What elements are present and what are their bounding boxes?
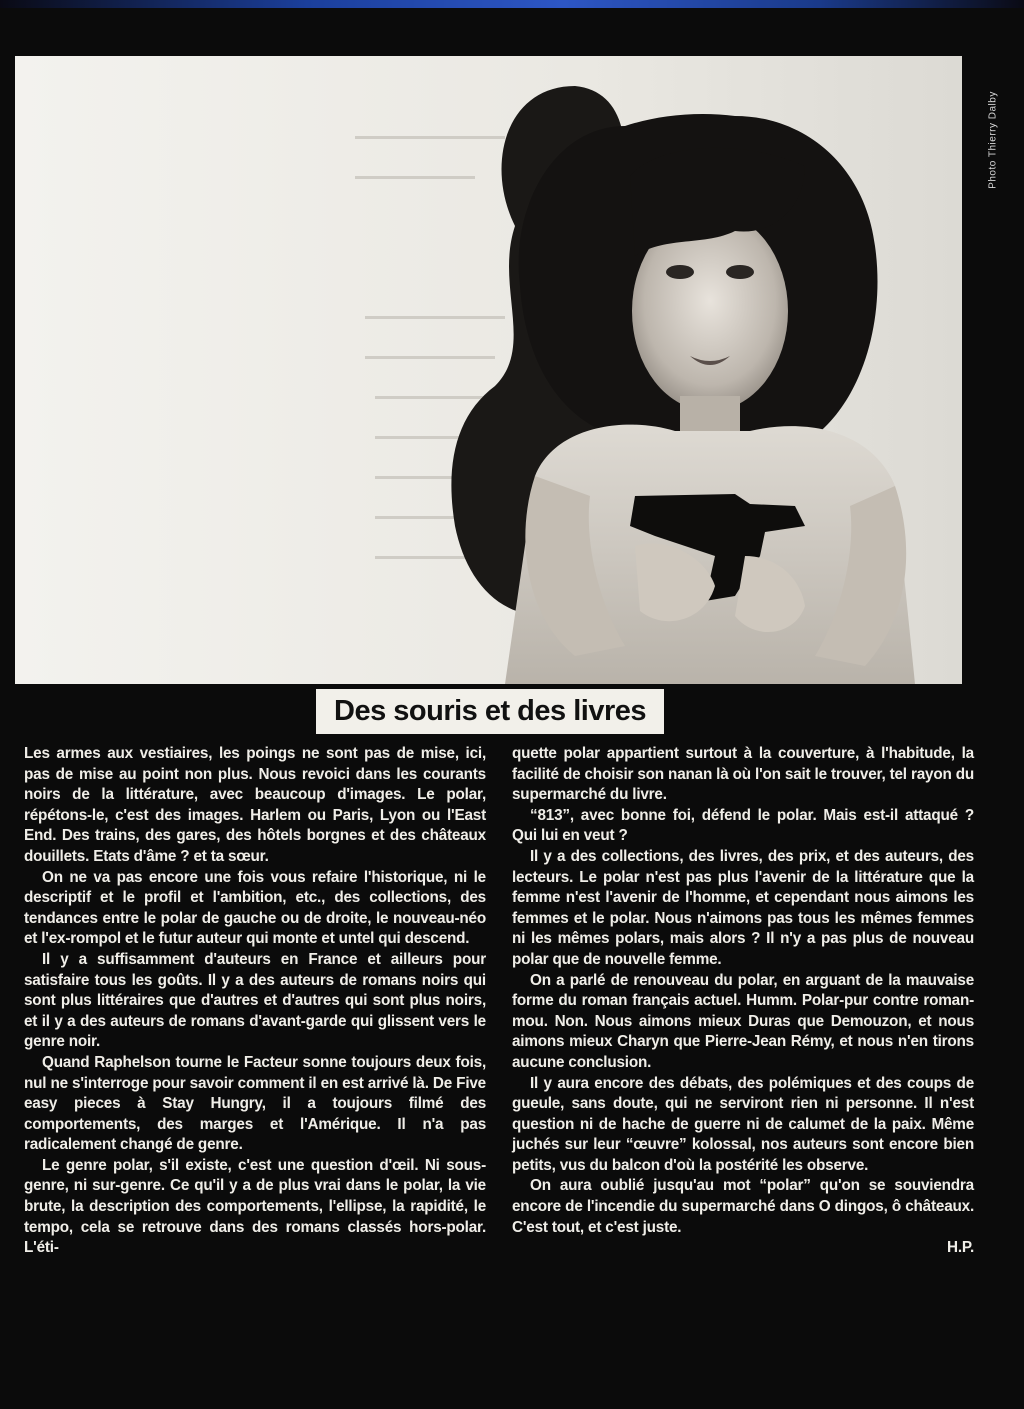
headline-box bbox=[316, 689, 664, 734]
paragraph: Les armes aux vestiaires, les poings ne sont pas de mise, ici, pas de mise au point non plus. Nous revoici dans les courants noirs de la littérature, avec beaucoup d'images. Le polar, répétons-le, c'est des images. Harlem ou Paris, Lyon ou l'East End. Des trains, des gares, des hôtels borgnes et des châteaux douillets. Etats d'âme ? et ta sœur. bbox=[24, 745, 486, 865]
paragraph: On a parlé de renouveau du polar, en arguant de la mauvaise forme du roman français actuel. Humm. Polar-pur contre roman-mou. Non. Nous aimons mieux Duras que Demouzon, et nous aimons mieux Charyn que Pierre-Jean Rémy, et nous n'en tirons aucune conclusion. bbox=[512, 971, 974, 1071]
photo-illustration bbox=[15, 56, 962, 684]
paragraph: Il y aura encore des débats, des polémiques et des coups de gueule, sans doute, qui ne serviront rien ni personne. Il n'est question ni de hache de guerre ni de calumet de la paix. Même juchés sur leur “œuvre” kolossal, nos auteurs sont encore bien petits, vus du balcon d'où la postérité les observe. bbox=[512, 1074, 974, 1174]
photo-credit bbox=[962, 40, 1024, 240]
paragraph: On aura oublié jusqu'au mot “polar” qu'on se souviendra encore de l'incendie du supermarché dans O dingos, ô châteaux. C'est tout, et c'est juste. bbox=[512, 1177, 974, 1236]
article-column-right bbox=[512, 744, 974, 1259]
paragraph: Il y a suffisamment d'auteurs en France et ailleurs pour satisfaire tous les goûts. Il y a des auteurs de romans noirs qui sont plus littéraires que d'autres et d'autres qui sont plus noirs, et il y a des auteurs de romans d'avant-garde qui glissent vers le genre noir. bbox=[24, 950, 486, 1051]
paragraph: Il y a des collections, des livres, des prix, et des auteurs, des lecteurs. Le polar n'est pas plus l'avenir de la littérature que la femme n'est l'avenir de l'homme, et cependant nous aimons les femmes et le polar. Nous n'aimons pas tous les mêmes femmes ni les mêmes polars, mais alors ? Il n'y a pas plus de nouveau polar que de nouvelle femme. bbox=[512, 847, 974, 968]
paragraph: Le genre polar, s'il existe, c'est une question d'œil. Ni sous-genre, ni sur-genre. Ce qu'il y a de plus vrai dans le polar, la vie brute, la description des comportements, l'ellipse, la rapidité, le tempo, cela se retrouve dans des romans classés hors-polar. L'éti- bbox=[24, 1156, 486, 1257]
paragraph: “813”, avec bonne foi, défend le polar. Mais est-il attaqué ? Qui lui en veut ? bbox=[512, 806, 974, 845]
paragraph: On ne va pas encore une fois vous refaire l'historique, ni le descriptif et le profil et l'ambition, etc., des collections, des tendances entre le polar de gauche ou de droite, le nouveau-néo et l'ex-rompol et le futur auteur qui monte et untel qui descend. bbox=[24, 868, 486, 948]
article-column-left bbox=[24, 744, 486, 1259]
article-headline: Des souris et des livres bbox=[334, 695, 646, 727]
paragraph: quette polar appartient surtout à la couverture, à l'habitude, la facilité de choisir son nanan là où l'on sait le trouver, tel rayon du supermarché du livre. bbox=[512, 745, 974, 804]
top-edge-strip bbox=[0, 0, 1024, 8]
author-signature: H.P. bbox=[947, 1239, 974, 1257]
photo-credit-text: Photo Thierry Dalby bbox=[987, 91, 999, 189]
paragraph: Quand Raphelson tourne le Facteur sonne toujours deux fois, nul ne s'interroge pour savoir comment il en est arrivé là. De Five easy pieces à Stay Hungry, il a toujours filmé des comportements, des marges et l'Amérique. Il n'a pas radicalement changé de genre. bbox=[24, 1053, 486, 1154]
article-photo bbox=[15, 56, 962, 684]
